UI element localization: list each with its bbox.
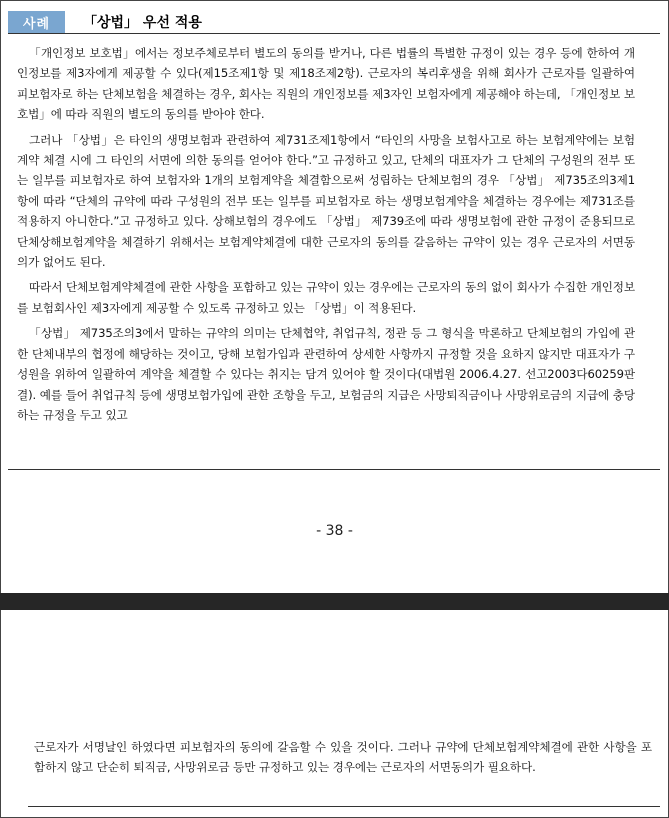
document-page-39 xyxy=(0,610,669,818)
case-body xyxy=(17,43,635,430)
paragraph-4: 「상법」 제735조의3에서 말하는 규약의 의미는 단체협약, 취업규칙, 정관 등 그 형식을 막론하고 단체보험의 가입에 관한 단체내부의 협정에 해당하는 것이고, 당해 보험가입과 관련하여 상세한 사항까지 규정할 것을 요하지 않지만 대표자가 구성원을 위하여 일괄하여 계약을 체결할 수 있다는 취지는 담겨 있어야 할 것이다(대법원 2006.4.27. 선고2003다60259판결). 예를 들어 취업규칙 등에 생명보험가입에 관한 조항을 두고, 보험금의 지급은 사망퇴직금이나 사망위로금의 지급에 충당하는 규정을 두고 있고 xyxy=(17,326,635,422)
continuation-body xyxy=(34,737,652,778)
paragraph-3: 따라서 단체보험계약체결에 관한 사항을 포함하고 있는 규약이 있는 경우에는 근로자의 동의 없이 회사가 수집한 개인정보를 보험회사인 제3자에게 제공할 수 있도록 규정하고 있는 「상법」이 적용된다. xyxy=(17,280,635,315)
case-header xyxy=(8,9,660,35)
header-rule xyxy=(8,33,660,34)
page-number: - 38 - xyxy=(316,523,353,539)
paragraph-2: 그러나 「상법」은 타인의 생명보험과 관련하여 제731조제1항에서 “타인의 사망을 보험사고로 하는 보험계약에는 보험계약 체결 시에 그 타인의 서면에 의한 동의를 얻어야 한다.”고 규정하고 있고, 단체의 대표자가 그 단체의 구성원의 전부 또는 일부를 피보험자로 하여 보험자와 1개의 보험계약을 체결함으로써 성립하는 단체보험의 경우 「상법」 제735조의3제1항에 따라 “단체의 규약에 따라 구성원의 전부 또는 일부를 피보험자로 하는 생명보험계약을 체결하는 경우에는 제731조를 적용하지 아니한다.”고 규정하고 있다. 상해보험의 경우에도 「상법」 제739조에 따라 생명보험에 관한 규정이 준용되므로 단체상해보험계약을 체결하기 위해서는 보험계약체결에 대한 근로자의 동의를 갈음하는 규약이 있는 경우 근로자의 서면동의가 없어도 된다. xyxy=(17,132,635,270)
page-separator xyxy=(0,593,669,610)
continuation-rule xyxy=(28,806,660,807)
paragraph-1: 「개인정보 보호법」에서는 정보주체로부터 별도의 동의를 받거나, 다른 법률의 특별한 규정이 있는 경우 등에 한하여 개인정보를 제3자에게 제공할 수 있다(제15조제1항 및 제18조제2항). 근로자의 복리후생을 위해 회사가 근로자를 일괄하여 피보험자로 하는 단체보험을 체결하는 경우, 회사는 직원의 개인정보를 제3자인 보험자에게 제공해야 하는데, 「개인정보 보호법」에 따라 직원의 별도의 동의를 받아야 한다. xyxy=(17,46,635,122)
continuation-paragraph: 근로자가 서명날인 하였다면 피보험자의 동의에 갈음할 수 있을 것이다. 그러나 규약에 단체보험계약체결에 관한 사항을 포함하지 않고 단순히 퇴직금, 사망위로금 등만 규정하고 있는 경우에는 근로자의 서면동의가 필요하다. xyxy=(34,740,652,775)
case-badge: 사례 xyxy=(8,11,65,33)
footer-rule xyxy=(8,469,660,470)
case-title: 「상법」 우선 적용 xyxy=(83,15,202,31)
